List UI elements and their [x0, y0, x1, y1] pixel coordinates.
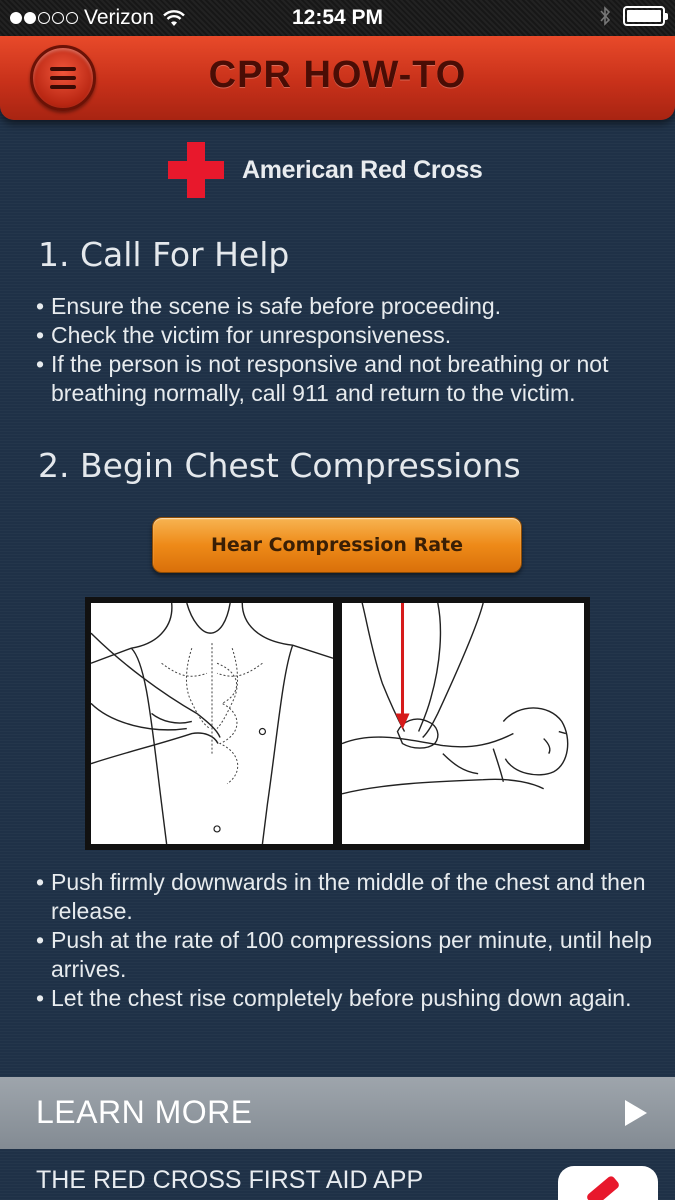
section-title-call-for-help: 1. Call For Help — [38, 235, 290, 274]
list-item: • If the person is not responsive and not breathing or not breathing normally, call 911 and return to the victim. — [36, 350, 666, 408]
list-item: • Check the victim for unresponsiveness. — [36, 321, 666, 350]
play-arrow-icon — [625, 1100, 647, 1126]
call-for-help-list — [36, 292, 666, 408]
chest-compressions-list — [36, 868, 666, 1013]
bluetooth-icon — [599, 6, 611, 26]
list-item: • Ensure the scene is safe before proceeding. — [36, 292, 666, 321]
red-cross-icon — [168, 142, 224, 198]
cpr-illustration — [85, 597, 590, 850]
page-title: CPR HOW-TO — [208, 54, 467, 96]
first-aid-app-icon[interactable] — [558, 1166, 658, 1200]
list-item: • Push at the rate of 100 compressions per minute, until help arrives. — [36, 926, 666, 984]
learn-more-button[interactable] — [0, 1077, 675, 1149]
learn-more-label: LEARN MORE — [36, 1094, 253, 1130]
hear-compression-rate-button[interactable]: Hear Compression Rate — [152, 517, 522, 573]
hand-placement-illustration — [91, 603, 333, 844]
first-aid-app-promo[interactable]: THE RED CROSS FIRST AID APP — [36, 1166, 424, 1194]
app-header — [0, 36, 675, 120]
list-item: • Push firmly downwards in the middle of the chest and then release. — [36, 868, 666, 926]
carrier-name: Verizon — [84, 6, 155, 29]
status-bar — [0, 0, 675, 36]
compression-position-illustration — [342, 603, 584, 844]
clock: 12:54 PM — [291, 6, 384, 29]
section-title-chest-compressions: 2. Begin Chest Compressions — [38, 446, 521, 485]
battery-icon — [623, 6, 665, 26]
list-item: • Let the chest rise completely before pushing down again. — [36, 984, 666, 1013]
brand-name: American Red Cross — [242, 155, 483, 184]
red-cross-logo — [168, 142, 483, 198]
